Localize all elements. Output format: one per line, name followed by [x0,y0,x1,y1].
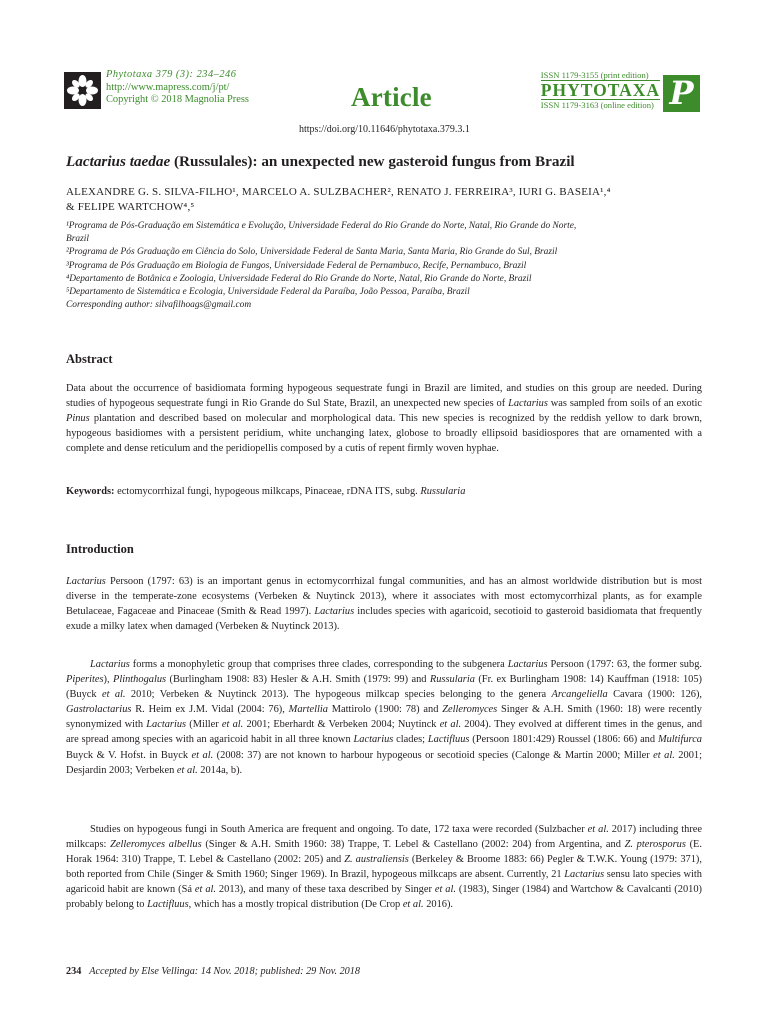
text-run: 2013), and many of these taxa described by Singer [216,884,435,896]
affiliation-2: ²Programa de Pós Graduação em Ciência do Solo, Universidade Federal de Santa Maria, Santa Maria, Rio Grande do Sul, Brazil [66,247,558,258]
italic-run: et al. [101,689,126,701]
italic-run: Russularia [429,674,475,686]
italic-run: et al. [439,719,462,731]
text-run: Singer & A.H. Smith (1960: 18) were recently synonymized with [66,704,702,731]
text-run: (Berkeley & Broome 1883: 66) Pegler & T.W.K. Young (1979: 371), both reported from Chile (Singer & Smith 1960; Singer 1969). In Brazil, hypogeous milkcaps are absent. Currently, 21 [66,854,702,881]
italic-run: et al. [587,824,609,835]
text-run: 2016). [423,899,454,911]
text-run: 2004). They evolved at different times in the genus, and are spread among species with an agaricoid habit in all three known [66,719,703,746]
italic-run: et al. [221,719,244,731]
italic-run: Lactarius [353,734,394,746]
italic-run: Arcangeliella [551,689,608,701]
text-run: Buyck & V. Hofst. in Buyck [66,749,192,761]
page-number: 234 [66,966,82,977]
issn-online: ISSN 1179-3163 (online edition) [540,100,654,110]
abstract-part: was sampled from soils of an exotic [547,398,702,410]
italic-run: Multifurca [657,734,702,746]
title-rest: (Russulales): an unexpected new gasteroid fungus from Brazil [170,153,575,170]
magnolia-press-logo [64,72,101,109]
italic-run: Gastrolactarius [66,704,132,716]
text-run: (Singer & A.H. Smith 1960: 38) Trappe, T. Lebel & Castellano (2002: 204) from Argentina, and [201,839,625,851]
doi-link[interactable]: https://doi.org/10.11646/phytotaxa.379.3.1 [299,124,470,135]
section-label: Article [351,82,432,112]
italic-run: Piperites [66,674,104,686]
italic-run: Plinthogalus [112,674,167,686]
intro-paragraph-3 [66,822,702,913]
keywords-italic: Russularia [420,486,466,497]
text-run: 2001; Eberhardt & Verbeken 2004; Nuytinck [243,719,440,731]
affiliation-5: ⁵Departamento de Sistemática e Ecologia, Universidade Federal da Paraíba, João Pessoa, Paraíba, Brazil [66,287,470,298]
affiliation-3: ³Programa de Pós Graduação em Biologia de Fungos, Universidade Federal de Pernambuco, Recife, Pernambuco, Brazil [66,260,527,271]
text-run: , which has a mostly tropical distribution (De Crop [188,899,403,911]
italic-run: Lactarius [66,576,106,587]
text-run: sensu lato species with agaricoid habit are known (Sá [66,869,702,896]
journal-url-link[interactable]: http://www.mapress.com/j/pt/ [106,81,230,93]
text-run: 2014a, b). [197,764,243,776]
italic-run: et al. [402,899,424,911]
italic-run: et al. [191,749,214,761]
phytotaxa-logo: P [663,75,700,112]
text-run: Cavara (1900: 126), [607,689,703,701]
text-run: (Miller [186,719,222,731]
issn-block [541,70,660,110]
text-run: 2017) including three milkcaps: [66,824,703,851]
text-run: forms a monophyletic group that comprises three clades, corresponding to the subgenera [129,659,508,670]
italic-run: et al. [194,884,216,896]
text-run: clades; [393,734,428,746]
italic-run: Lactarius [564,869,605,881]
accepted-line: Accepted by Else Vellinga: 14 Nov. 2018; published: 29 Nov. 2018 [89,966,360,977]
text-run: Persoon (1797: 63) is an important genus in ectomycorrhizal fungal communities, and has an almost worldwide distribution but is most diverse in the temperate-zone ecosystems (Verbeken & Nuytinck 2013), where it associates with most ectomycorrhizal plants, as for example Betulaceae, Fagaceae and Pinaceae (Smith & Read 1997). [66,576,702,618]
italic-run: et al. [653,749,675,761]
keywords-label: Keywords: [66,486,115,497]
italic-run: Lactarius [507,659,548,670]
italic-run: Z. pterosporus [624,839,686,851]
italic-run: Zelleromyces albellus [110,839,202,851]
intro-paragraph-2 [66,657,702,778]
abstract-part: Data about the occurrence of basidiomata forming hypogeous sequestrate fungi in Brazil are limited, and studies on this group are needed. During studies of hypogeous sequestrate fungi in Rio Grande do Sul State, Brazil, an unexpected new species of [66,383,702,410]
journal-name: PHYTOTAXA [540,80,660,100]
text-run: (2008: 37) are not known to harbour hypogeous or secotioid species (Calonge & Martín 2000; Miller [213,749,654,761]
text-run: (1983), Singer (1984) and Wartchow & Cavalcanti (2010) probably belong to [66,884,702,911]
authors-line-1: ALEXANDRE G. S. SILVA-FILHO¹, MARCELO A. SULZBACHER², RENATO J. FERREIRA³, IURI G. BASEIA¹,⁴ [66,186,611,198]
introduction-heading: Introduction [66,542,134,556]
italic-run: Lactifluus [147,899,189,911]
journal-info [106,69,249,107]
text-run: (Persoon 1801:429) Roussel (1806: 66) and [469,734,658,746]
corresponding-author: Corresponding author: silvafilhoags@gmail.com [66,300,252,311]
abstract-italic: Lactarius [508,398,548,410]
text-run: 2001; Desjardin 2003; Verbeken [66,749,702,776]
text-run: (Fr. ex Burlingham 1908: 14) Kauffman (1918: 105) (Buyck [66,674,702,701]
text-run: includes species with agaricoid, secotioid to gasteroid basidiomata that frequently exude a milky latex when damaged (Verbeken & Nuytinck 2013). [66,606,702,633]
abstract-heading: Abstract [66,352,113,366]
text-run: 2010; Verbeken & Nuytinck 2013). The hypogeous milkcap species belonging to the genera [125,689,552,701]
italic-run: Zelleromyces [442,704,498,716]
italic-run: Lactarius [146,719,187,731]
keywords-text: ectomycorrhizal fungi, hypogeous milkcaps, Pinaceae, rDNA ITS, subg. [114,486,421,497]
abstract-italic: Pinus [66,413,90,425]
paper-title [66,153,575,171]
text-run: ), [103,674,113,686]
title-taxon: Lactarius taedae [66,153,171,170]
italic-run: Lactifluus [427,734,470,746]
journal-citation: Phytotaxa 379 (3): 234–246 [106,69,237,80]
abstract-text [66,381,702,456]
issn-print: ISSN 1179-3155 (print edition) [540,70,649,80]
page-footer [66,966,360,977]
abstract-part: plantation and described based on molecular and morphological data. This new species is recognized by the reddish yellow to dark brown, hypogeous basidiomes with a persistent peridium, white unchanging latex, globose to broadly ellipsoid basidiospores that are ornamented with a complete and dense reticulum and the peridiopellis composed by a cutis of repent firmly woven hyphae. [66,413,702,455]
italic-run: Lactarius [314,606,355,618]
affiliation-1-cont: Brazil [66,234,89,245]
copyright-notice: Copyright © 2018 Magnolia Press [106,94,249,106]
affiliation-4: ⁴Departamento de Botânica e Zoologia, Universidade Federal do Rio Grande do Norte, Natal, Rio Grande do Norte, Brazil [66,273,532,284]
text-run: R. Heim ex J.M. Vidal (2004: 76), [131,704,289,716]
italic-run: Martellia [288,704,328,716]
italic-run: et al. [434,884,456,896]
italic-run: et al. [176,764,198,776]
author-list [66,185,706,215]
affiliation-1: ¹Programa de Pós-Graduação em Sistemática e Evolução, Universidade Federal do Rio Grande do Norte, Natal, Rio Grande do Norte, [66,221,577,231]
flower-icon [64,72,101,109]
text-run: (E. Horak 1964: 310) Trappe, T. Lebel & Castellano (2002: 205) and [66,839,702,866]
italic-run: Lactarius [90,659,130,670]
authors-line-2: & FELIPE WARTCHOW⁴,⁵ [66,201,195,213]
affiliations [66,220,706,312]
text-run: Persoon (1797: 63, the former subg. [547,659,702,670]
text-run: Studies on hypogeous fungi in South America are frequent and ongoing. To date, 172 taxa were recorded (Sulzbacher [90,824,588,835]
text-run: Mattirolo (1900: 78) and [327,704,443,716]
keywords [66,486,465,497]
italic-run: Z. australiensis [344,854,409,866]
intro-paragraph-1 [66,574,702,634]
text-run: (Burlingham 1908: 83) Hesler & A.H. Smith (1979: 99) and [166,674,430,686]
